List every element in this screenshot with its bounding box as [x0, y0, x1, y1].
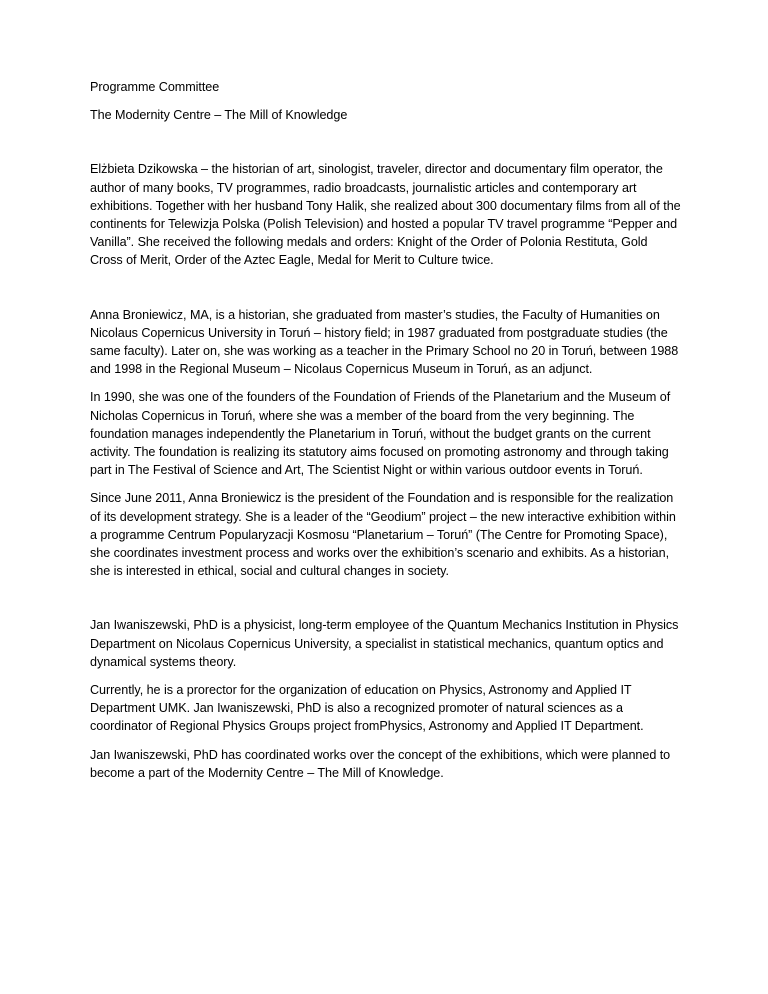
paragraph: In 1990, she was one of the founders of the Foundation of Friends of the Planetarium and the Museum of Nicholas Copernicus in Toruń, where she was a member of the board from the very beginning. The foundation manages independently the Planetarium in Toruń, without the budget grants on the current activity. The foundation is realizing its statutory aims focused on promoting astronomy and through taking part in The Festival of Science and Art, The Scientist Night or within various outdoor events in Toruń. [90, 390, 671, 478]
paragraph: Elżbieta Dzikowska – the historian of art, sinologist, traveler, director and documentary film operator, the author of many books, TV programmes, radio broadcasts, journalistic articles and contemporary art exhibitions. Together with her husband Tony Halik, she realized about 300 documentary films from all of the continents for Telewizja Polska (Polish Television) and hosted a popular TV travel programme “Pepper and Vanilla”. She received the following medals and orders: Knight of the Order of Polonia Restituta, Gold Cross of Merit, Order of the Aztec Eagle, Medal for Merit to Culture twice. [90, 162, 681, 268]
paragraph: Currently, he is a prorector for the organization of education on Physics, Astronomy and Applied IT Department UMK. Jan Iwaniszewski, PhD is also a recognized promoter of natural sciences as a coordinator of Regional Physics Groups project fromPhysics, Astronomy and Applied IT Department. [90, 683, 644, 734]
document-title: Programme Committee [90, 80, 220, 94]
bio-iwaniszewski [90, 616, 682, 782]
document-page [90, 78, 682, 782]
document-subtitle: The Modernity Centre – The Mill of Knowledge [90, 108, 348, 123]
paragraph: Since June 2011, Anna Broniewicz is the president of the Foundation and is responsible for the realization of its development strategy. She is a leader of the “Geodium” project – the new interactive exhibition within a programme Centrum Popularyzacji Kosmosu “Planetarium – Toruń” (The Centre for Promoting Space), she coordinates investment process and works over the exhibition’s scenario and exhibits. As a historian, she is interested in ethical, social and cultural changes in society. [90, 491, 676, 579]
paragraph: Anna Broniewicz, MA, is a historian, she graduated from master’s studies, the Faculty of Humanities on Nicolaus Copernicus University in Toruń – history field; in 1987 graduated from postgraduate studies (the same faculty). Later on, she was working as a teacher in the Primary School no 20 in Toruń, between 1988 and 1998 in the Regional Museum – Nicolaus Copernicus Museum in Toruń, as an adjunct. [90, 307, 679, 377]
paragraph: Jan Iwaniszewski, PhD is a physicist, long-term employee of the Quantum Mechanics Institution in Physics Department on Nicolaus Copernicus University, a specialist in statistical mechanics, quantum optics and dynamical systems theory. [90, 618, 679, 669]
bio-broniewicz [90, 306, 682, 581]
paragraph: Jan Iwaniszewski, PhD has coordinated works over the concept of the exhibitions, which were planned to become a part of the Modernity Centre – The Mill of Knowledge. [90, 747, 671, 780]
bio-dzikowska [90, 160, 682, 269]
